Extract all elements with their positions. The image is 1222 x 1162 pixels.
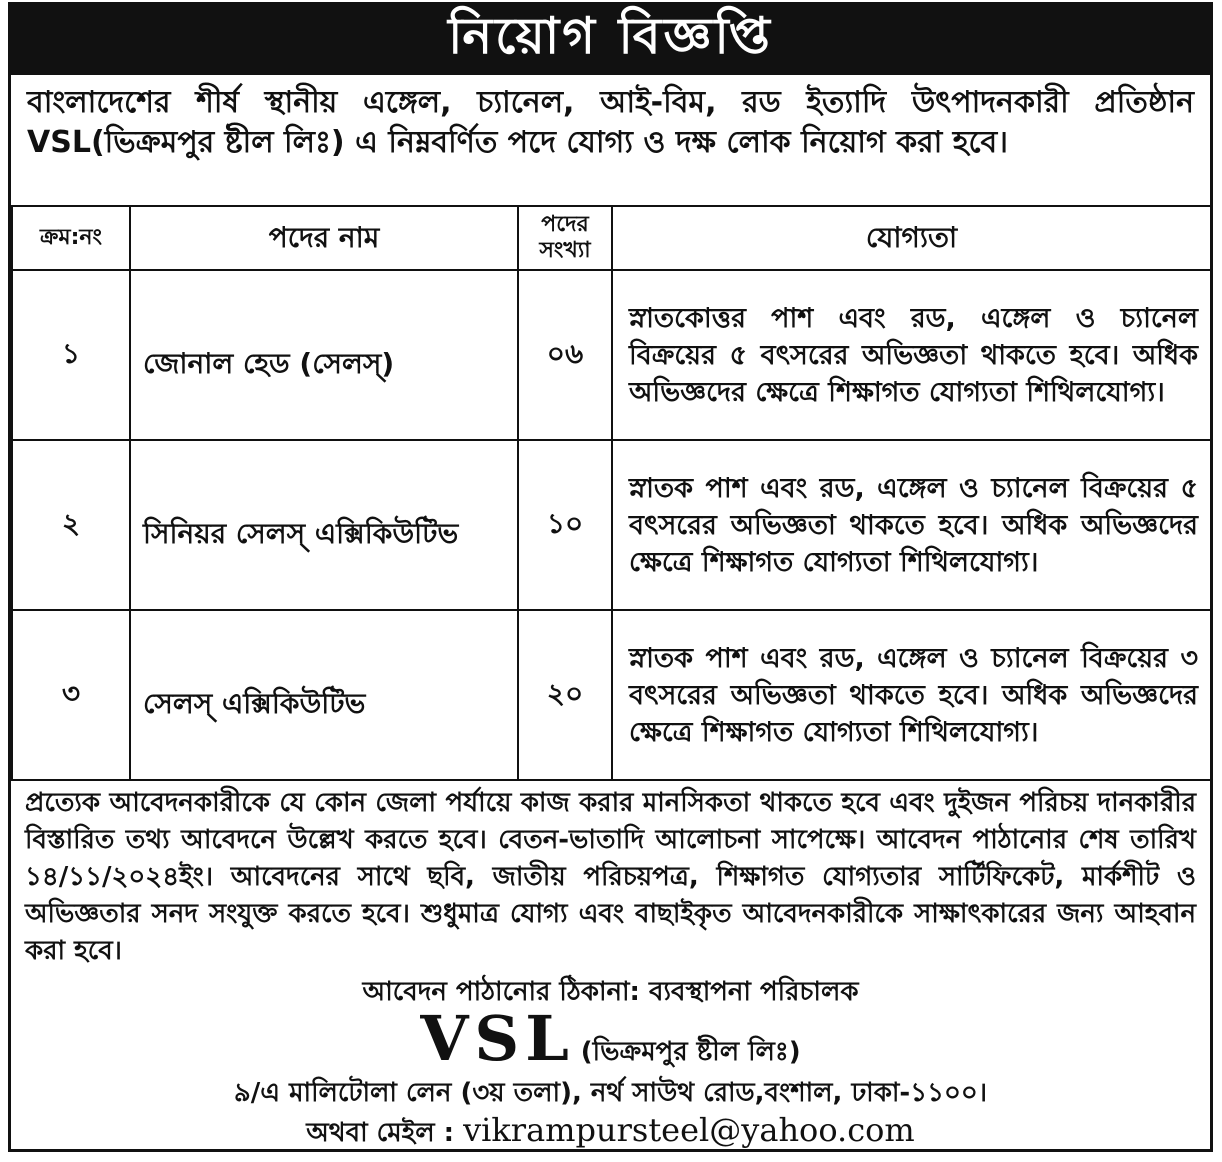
row-post-count: ১০ (518, 440, 612, 610)
table-row (12, 270, 1211, 440)
company-line (25, 1002, 1196, 1075)
ad-title: নিয়োগ বিজ্ঞপ্তি (11, 5, 1210, 75)
row-serial: ৩ (12, 610, 130, 780)
row-serial: ২ (12, 440, 130, 610)
mail-label: অথবা মেইল : (306, 1118, 455, 1148)
row-qualification: স্নাতকোত্তর পাশ এবং রড, এঙ্গেল ও চ্যানেল বিক্রয়ের ৫ বৎসরের অভিজ্ঞতা থাকতে হবে। অধিক অভিজ্ঞদের ক্ষেত্রে শিক্ষাগত যোগ্যতা শিথিলযোগ্য। (612, 270, 1211, 440)
address-heading (25, 974, 1196, 1010)
row-post-count: ০৬ (518, 270, 612, 440)
job-advertisement (8, 2, 1213, 1152)
email-address[interactable]: vikrampursteel@yahoo.com (463, 1111, 915, 1149)
mail-line (25, 1111, 1196, 1152)
address-recipient: ব্যবস্থাপনা পরিচালক (649, 977, 859, 1007)
positions-table (11, 205, 1212, 781)
header-serial: ক্রম:নং (12, 206, 130, 270)
row-post-count: ২০ (518, 610, 612, 780)
footer-section (11, 775, 1210, 1152)
row-post-name: সেলস্ এক্সিকিউটিভ (130, 610, 518, 780)
table-header-row (12, 206, 1211, 270)
intro-paragraph: বাংলাদেশের শীর্ষ স্থানীয় এঙ্গেল, চ্যানেল, আই-বিম, রড ইত্যাদি উৎপাদনকারী প্রতিষ্ঠান VSL(ভিক্রমপুর ষ্টীল লিঃ) এ নিম্নবর্ণিত পদে যোগ্য ও দক্ষ লোক নিয়োগ করা হবে। (27, 85, 1194, 160)
address-label: আবেদন পাঠানোর ঠিকানা: (362, 977, 640, 1007)
row-qualification: স্নাতক পাশ এবং রড, এঙ্গেল ও চ্যানেল বিক্রয়ের ৫ বৎসরের অভিজ্ঞতা থাকতে হবে। অধিক অভিজ্ঞদের ক্ষেত্রে শিক্ষাগত যোগ্যতা শিথিলযোগ্য। (612, 440, 1211, 610)
table-row (12, 610, 1211, 780)
row-serial: ১ (12, 270, 130, 440)
header-post-count: পদের সংখ্যা (518, 206, 612, 270)
table-row (12, 440, 1211, 610)
application-details: প্রত্যেক আবেদনকারীকে যে কোন জেলা পর্যায়ে কাজ করার মানসিকতা থাকতে হবে এবং দুইজন পরিচয় দানকারীর বিস্তারিত তথ্য আবেদনে উল্লেখ করতে হবে। বেতন-ভাতাদি আলোচনা সাপেক্ষে। আবেদন পাঠানোর শেষ তারিখ ১৪/১১/২০২৪ইং। আবেদনের সাথে ছবি, জাতীয় পরিচয়পত্র, শিক্ষাগত যোগ্যতার সার্টিফিকেট, মার্কশীট ও অভিজ্ঞতার সনদ সংযুক্ত করতে হবে। শুধুমাত্র যোগ্য এবং বাছাইকৃত আবেদনকারীকে সাক্ষাৎকারের জন্য আহবান করা হবে। (25, 788, 1196, 966)
header-qualification: যোগ্যতা (612, 206, 1211, 270)
row-post-name: জোনাল হেড (সেলস্) (130, 270, 518, 440)
row-qualification: স্নাতক পাশ এবং রড, এঙ্গেল ও চ্যানেল বিক্রয়ের ৩ বৎসরের অভিজ্ঞতা থাকতে হবে। অধিক অভিজ্ঞদের ক্ষেত্রে শিক্ষাগত যোগ্যতা শিথিলযোগ্য। (612, 610, 1211, 780)
header-post-name: পদের নাম (130, 206, 518, 270)
company-logo: VSL (420, 1002, 575, 1075)
company-name: (ভিক্রমপুর ষ্টীল লিঃ) (580, 1037, 801, 1067)
row-post-name: সিনিয়র সেলস্ এক্সিকিউটিভ (130, 440, 518, 610)
street-address: ৯/এ মালিটোলা লেন (৩য় তলা), নর্থ সাউথ রোড,বংশাল, ঢাকা-১১০০। (233, 1078, 988, 1108)
application-address (25, 974, 1196, 1152)
